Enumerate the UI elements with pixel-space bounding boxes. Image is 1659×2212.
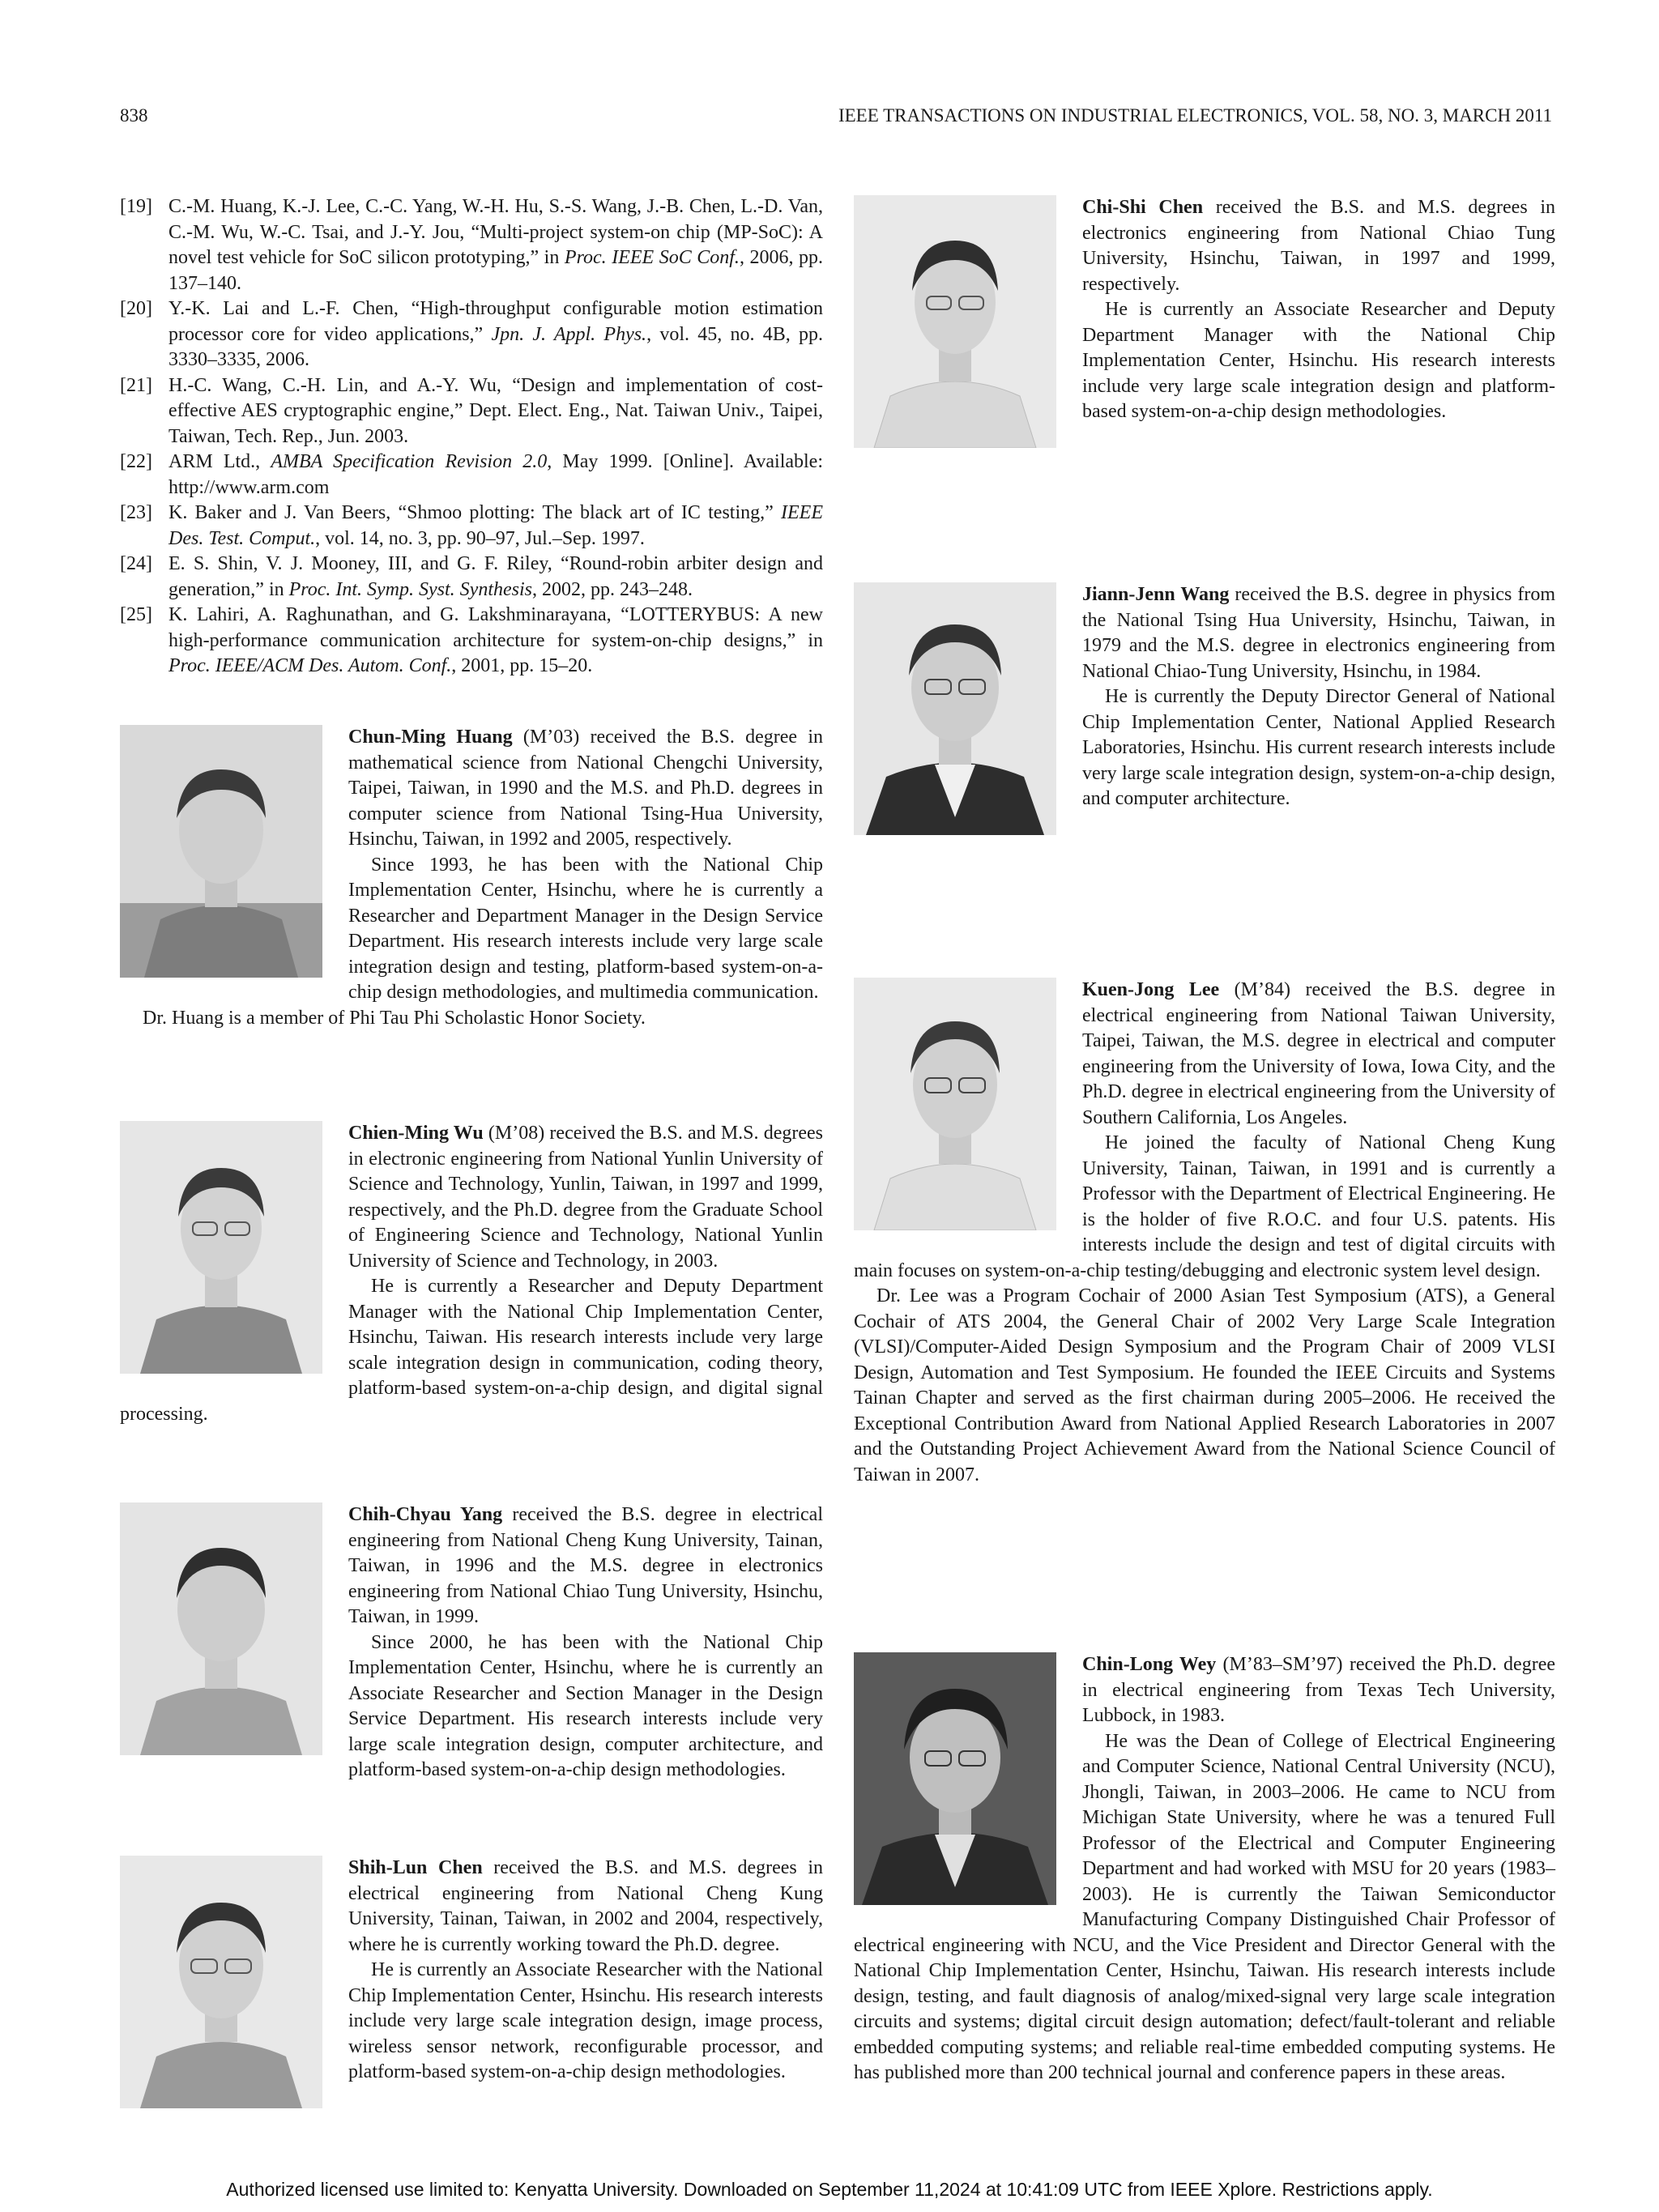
- reference-24: [24] E. S. Shin, V. J. Mooney, III, and G. F. Riley, “Round-robin arbiter design and generation,” in Proc. Int. Symp. Syst. Synthesis, 2002, pp. 243–248.: [120, 553, 823, 600]
- bio-kuen-jong-lee: Kuen-Jong Lee (M’84) received the B.S. degree in electrical engineering from National Taiwan University, Taipei, Taiwan, the M.S. degree in electrical and computer engineering from the University of Iowa, Iowa City, and the Ph.D. degree in electrical engineering from the University of Southern California, Los Angeles. He joined the faculty of National Cheng Kung University, Tainan, Taiwan, in 1991 and is currently a Professor with the Department of Electrical Engineering. He is the holder of five R.O.C. and four U.S. patents. His interests include the design and test of digital circuits with main focuses on system-on-a-chip testing/debugging and electronic system level design. Dr. Lee was a Program Cochair of 2000 Asian Test Symposium (ATS), a General Cochair of ATS 2004, the General Chair of 2002 Very Large Scale Integration (VLSI)/Computer-Aided Design Symposium and the Program Chair of 2009 VLSI Design, Automation and Test Symposium. He founded the IEEE Circuits and Systems Tainan Chapter and served as the first chairman during 2005–2006. He received the Exceptional Contribution Award from National Applied Research Laboratories in 2007 and the Outstanding Project Achievement Award from the National Science Council of Taiwan in 2007.: [854, 979, 1555, 1485]
- author-photo-yang: [120, 1502, 322, 1755]
- author-photo-cschen: [854, 195, 1056, 448]
- journal-header: IEEE TRANSACTIONS ON INDUSTRIAL ELECTRONICS, VOL. 58, NO. 3, MARCH 2011: [838, 105, 1552, 126]
- bio-chien-ming-wu: Chien-Ming Wu (M’08) received the B.S. and M.S. degrees in electronic engineering from National Yunlin University of Science and Technology, Yunlin, Taiwan, in 1997 and 1999, respectively, and the Ph.D. degree from the Graduate School of Engineering Science and Technology, National Yunlin University of Science and Technology, in 2003. He is currently a Researcher and Deputy Department Manager with the National Chip Implementation Center, Hsinchu, Taiwan. His research interests include very large scale integration design in communication, coding theory, platform-based system-on-a-chip design, and digital signal processing.: [120, 1123, 824, 1425]
- bio-jiann-jenn-wang: Jiann-Jenn Wang received the B.S. degree in physics from the National Tsing Hua University, Hsinchu, Taiwan, in 1979 and the M.S. degree in electronics engineering from National Chiao-Tung University, Hsinchu, in 1984. He is currently the Deputy Director General of National Chip Implementation Center, National Applied Research Laboratories, Hsinchu. His current research interests include very large scale integration design, system-on-a-chip design, and computer architecture.: [854, 582, 1555, 840]
- author-photo-wu: [120, 1121, 322, 1374]
- author-photo-wey: [854, 1652, 1056, 1905]
- reference-22: [22] ARM Ltd., AMBA Specification Revision 2.0, May 1999. [Online]. Available: http://www.arm.com: [120, 451, 823, 498]
- bio-chun-ming-huang: Chun-Ming Huang (M’03) received the B.S. degree in mathematical science from National Chengchi University, Taipei, Taiwan, in 1990 and the M.S. and Ph.D. degrees in computer science from National Tsing-Hua University, Hsinchu, Taiwan, in 1992 and 2005, respectively. Since 1993, he has been with the National Chip Implementation Center, Hsinchu, where he is currently a Researcher and Department Manager in the Design Service Department. His research interests include very large scale integration design and testing, platform-based system-on-a-chip design methodologies, and multimedia communication. Dr. Huang is a member of Phi Tau Phi Scholastic Honor Society.: [120, 725, 823, 1031]
- bio-chi-shi-chen: Chi-Shi Chen received the B.S. and M.S. degrees in electronics engineering from National Chiao Tung University, Hsinchu, Taiwan, in 1997 and 1999, respectively. He is currently an Associate Researcher and Deputy Department Manager with the National Chip Implementation Center, Hsinchu. His research interests include very large scale integration design and platform-based system-on-a-chip design methodologies.: [854, 195, 1555, 453]
- reference-21: [21] H.-C. Wang, C.-H. Lin, and A.-Y. Wu, “Design and implementation of cost-effective AES cryptographic engine,” Dept. Elect. Eng., Nat. Taiwan Univ., Taipei, Taiwan, Tech. Rep., Jun. 2003.: [120, 374, 823, 447]
- reference-list: [120, 194, 823, 680]
- author-photo-lee: [854, 978, 1056, 1230]
- bio-shih-lun-chen: Shih-Lun Chen received the B.S. and M.S. degrees in electrical engineering from National Cheng Kung University, Tainan, Taiwan, in 2002 and 2004, respectively, where he is currently working toward the Ph.D. degree. He is currently an Associate Researcher with the National Chip Implementation Center, Hsinchu. His research interests include very large scale integration design, image process, wireless sensor network, reconfigurable processor, and platform-based system-on-a-chip design methodologies.: [120, 1856, 823, 2113]
- bio-chin-long-wey: Chin-Long Wey (M’83–SM’97) received the Ph.D. degree in electrical engineering from Texas Tech University, Lubbock, in 1983. He was the Dean of College of Electrical Engineering and Computer Science, National Central University (NCU), Jhongli, Taiwan, in 2003–2006. He came to NCU from Michigan State University, where he was a tenured Full Professor of the Electrical and Computer Engineering Department and had worked with MSU for 20 years (1983–2003). He is currently the Taiwan Semiconductor Manufacturing Company Distinguished Chair Professor of electrical engineering with NCU, and the Vice President and Director General with the National Chip Implementation Center, Hsinchu, Taiwan. His research interests include design, testing, and fault diagnosis of analog/mixed-signal very large scale integration circuits and systems; digital circuit design automation; defect/fault-tolerant and reliable embedded computing systems; and reliable real-time embedded computing systems. He has published more than 200 technical journal and conference papers in these areas.: [854, 1654, 1556, 2083]
- reference-19: [19] C.-M. Huang, K.-J. Lee, C.-C. Yang, W.-H. Hu, S.-S. Wang, J.-B. Chen, L.-D. Van, C.-M. Wu, W.-C. Tsai, and J.-Y. Jou, “Multi-project system-on chip (MP-SoC): A novel test vehicle for SoC silicon prototyping,” in Proc. IEEE SoC Conf., 2006, pp. 137–140.: [120, 196, 824, 294]
- page-number: 838: [120, 105, 148, 126]
- reference-23: [23] K. Baker and J. Van Beers, “Shmoo plotting: The black art of IC testing,” IEEE Des. Test. Comput., vol. 14, no. 3, pp. 90–97, Jul.–Sep. 1997.: [120, 502, 823, 549]
- author-photo-huang: [120, 725, 322, 978]
- license-notice: Authorized licensed use limited to: Kenyatta University. Downloaded on September 11,2024 at 10:41:09 UTC from IEEE Xplore. Restrictions apply.: [226, 2179, 1433, 2200]
- bio-chih-chyau-yang: Chih-Chyau Yang received the B.S. degree in electrical engineering from National Cheng Kung University, Tainan, Taiwan, in 1996 and the M.S. degree in electronics engineering from National Chiao Tung University, Hsinchu, Taiwan, in 1999. Since 2000, he has been with the National Chip Implementation Center, Hsinchu, where he is currently an Associate Researcher and Section Manager in the Design Service Department. His research interests include very large scale integration design, computer architecture, and platform-based system-on-a-chip design methodologies.: [120, 1502, 823, 1784]
- reference-20: [20] Y.-K. Lai and L.-F. Chen, “High-throughput configurable motion estimation processor core for video applications,” Jpn. J. Appl. Phys., vol. 45, no. 4B, pp. 3330–3335, 2006.: [120, 298, 823, 370]
- author-photo-wang: [854, 582, 1056, 835]
- reference-25: [25] K. Lahiri, A. Raghunathan, and G. Lakshminarayana, “LOTTERYBUS: A new high-performance communication architecture for system-on-chip designs,” in Proc. IEEE/ACM Des. Autom. Conf., 2001, pp. 15–20.: [120, 604, 823, 676]
- author-photo-slchen: [120, 1856, 322, 2108]
